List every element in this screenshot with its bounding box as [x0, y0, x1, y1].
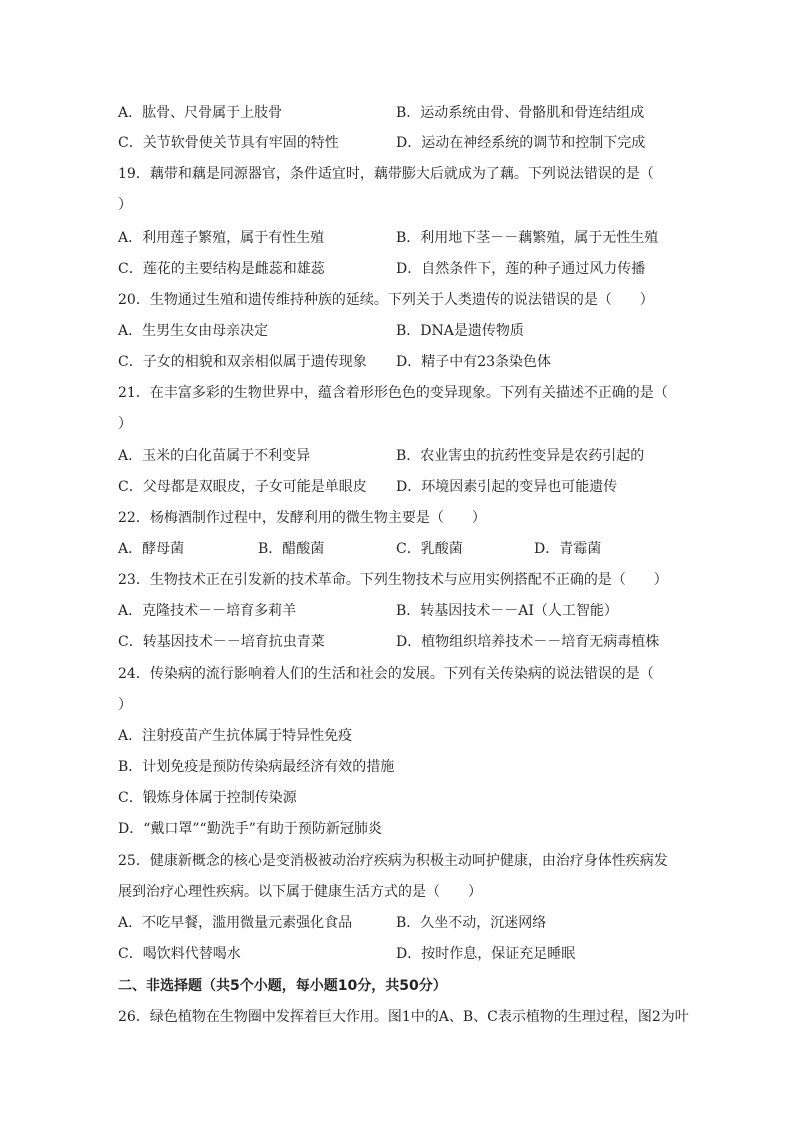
q20-option-b: B．DNA是遗传物质 [396, 323, 524, 339]
q24-option-c: C．锻炼身体属于控制传染源 [118, 790, 297, 806]
q25-stem-line-2: 展到治疗心理性疾病。以下属于健康生活方式的是（ ） [118, 884, 482, 900]
q21-option-c: C．父母都是双眼皮，子女可能是单眼皮 [118, 479, 367, 495]
q25-option-d: D．按时作息，保证充足睡眠 [396, 946, 576, 962]
q19-option-d: D．自然条件下，莲的种子通过风力传播 [396, 261, 646, 277]
q23-option-b: B．转基因技术－－AI（人工智能） [396, 603, 618, 619]
q20-option-d: D．精子中有23条染色体 [396, 354, 552, 370]
q25-option-b: B．久坐不动，沉迷网络 [396, 915, 547, 931]
q19-stem-end: ） [118, 197, 132, 213]
q26-stem: 26．绿色植物在生物圈中发挥着巨大作用。图1中的A、B、C表示植物的生理过程，图2为叶 [118, 1009, 689, 1025]
q22-option-a: A．酵母菌 [118, 541, 185, 557]
q23-stem: 23．生物技术正在引发新的技术革命。下列生物技术与应用实例搭配不正确的是（ ） [118, 572, 668, 588]
q24-stem-end: ） [118, 697, 132, 713]
q23-option-c: C．转基因技术－－培育抗虫青菜 [118, 634, 325, 650]
q18-option-b: B．运动系统由骨、骨骼肌和骨连结组成 [396, 105, 645, 121]
q21-option-d: D．环境因素引起的变异也可能遗传 [396, 479, 618, 495]
q24-option-a: A．注射疫苗产生抗体属于特异性免疫 [118, 728, 353, 744]
q19-option-c: C．莲花的主要结构是雌蕊和雄蕊 [118, 261, 325, 277]
q24-stem: 24．传染病的流行影响着人们的生活和社会的发展。下列有关传染病的说法错误的是（ [118, 666, 654, 682]
q18-option-c: C．关节软骨使关节具有牢固的特性 [118, 135, 339, 151]
q21-option-a: A．玉米的白化苗属于不利变异 [118, 448, 311, 464]
q19-stem: 19．藕带和藕是同源器官，条件适宜时，藕带膨大后就成为了藕。下列说法错误的是（ [118, 166, 654, 182]
q25-option-a: A．不吃早餐，滥用微量元素强化食品 [118, 915, 353, 931]
section-heading-non-choice: 二、非选择题（共5个小题，每小题10分，共50分） [118, 978, 447, 994]
q19-option-b: B．利用地下茎－－藕繁殖，属于无性生殖 [396, 230, 659, 246]
q21-option-b: B．农业害虫的抗药性变异是农药引起的 [396, 448, 645, 464]
q24-option-d: D．“戴口罩”“勤洗手”有助于预防新冠肺炎 [118, 821, 382, 837]
q20-option-a: A．生男生女由母亲决定 [118, 323, 269, 339]
q25-stem: 25．健康新概念的核心是变消极被动治疗疾病为积极主动呵护健康，由治疗身体性疾病发 [118, 853, 668, 869]
q20-option-c: C．子女的相貌和双亲相似属于遗传现象 [118, 354, 367, 370]
q19-option-a: A．利用莲子繁殖，属于有性生殖 [118, 230, 325, 246]
q18-option-a: A．肱骨、尺骨属于上肢骨 [118, 105, 283, 121]
q22-option-d: D．青霉菌 [534, 541, 602, 557]
q21-stem: 21．在丰富多彩的生物世界中，蕴含着形形色色的变异现象。下列有关描述不正确的是（ [118, 385, 668, 401]
q20-stem: 20．生物通过生殖和遗传维持种族的延续。下列关于人类遗传的说法错误的是（ ） [118, 292, 654, 308]
q25-option-c: C．喝饮料代替喝水 [118, 946, 241, 962]
q23-option-d: D．植物组织培养技术－－培育无病毒植株 [396, 634, 660, 650]
q24-option-b: B．计划免疫是预防传染病最经济有效的措施 [118, 759, 395, 775]
q22-stem: 22．杨梅酒制作过程中，发酵利用的微生物主要是（ ） [118, 510, 486, 526]
q18-option-d: D．运动在神经系统的调节和控制下完成 [396, 135, 646, 151]
q23-option-a: A．克隆技术－－培育多莉羊 [118, 603, 297, 619]
q22-option-b: B．醋酸菌 [258, 541, 325, 557]
q22-option-c: C．乳酸菌 [396, 541, 463, 557]
q21-stem-end: ） [118, 416, 132, 432]
